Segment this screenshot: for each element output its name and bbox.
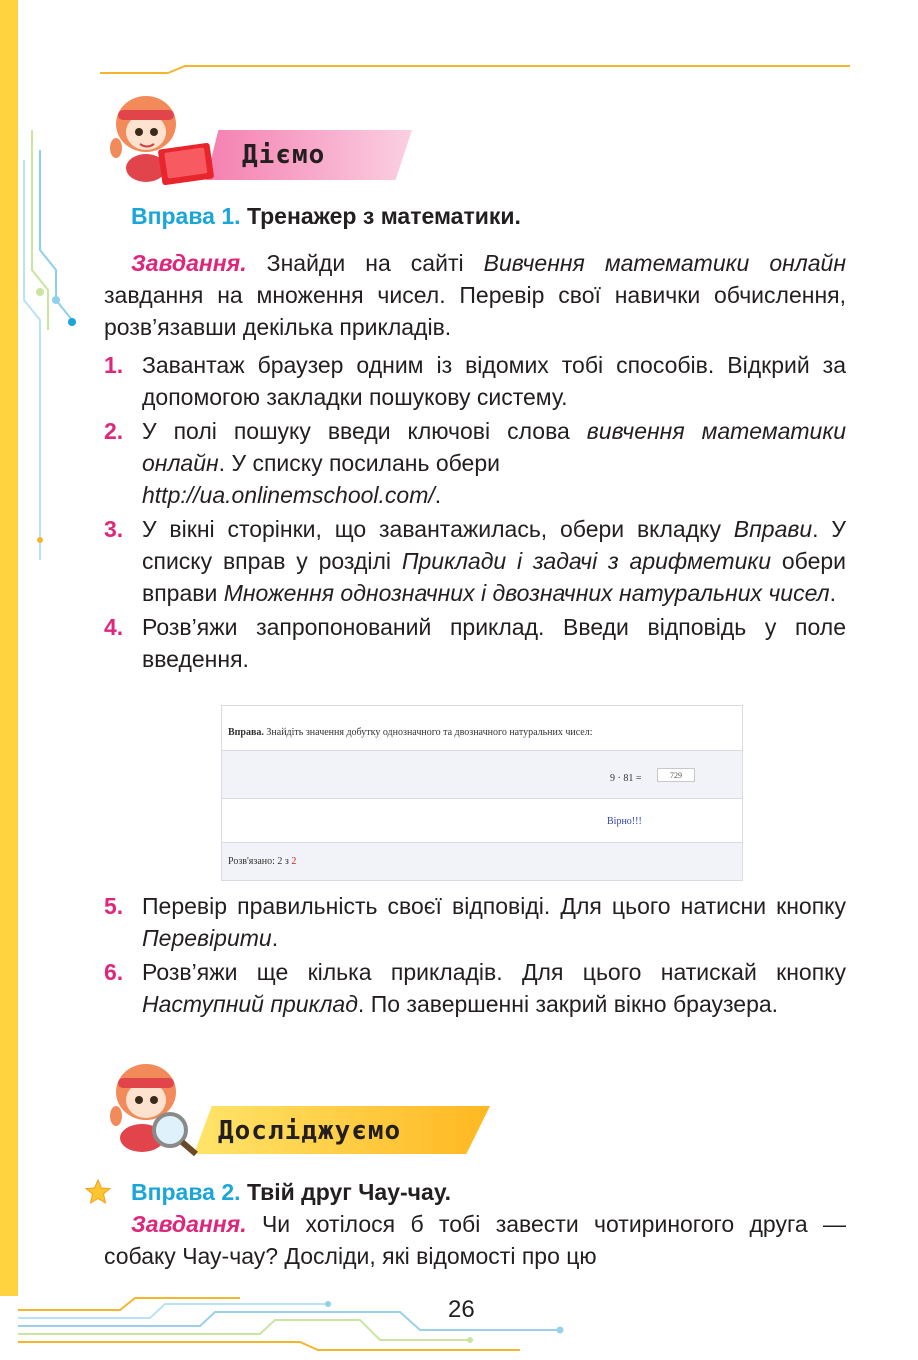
step-text: У полі пошуку введи ключові слова: [142, 418, 587, 444]
step-text: . По завершенні закрий вікно браузера.: [357, 991, 779, 1017]
steps-list-part-1: [104, 349, 846, 677]
task-label: Завдання.: [131, 1211, 247, 1237]
task-text-a: Знайди на сайті: [246, 250, 484, 276]
task-text: Чи хотілося б тобі завести чотириногого друга — собаку Чау-чау? Досліди, які відомості про цю: [104, 1211, 846, 1269]
solved-total: 2: [291, 856, 297, 867]
exercise-2-heading: [131, 1179, 451, 1206]
step-text: Завантаж браузер одним із відомих тобі способів. Відкрий за допомогою закладки пошукову систему.: [142, 352, 846, 410]
check-button-name: Перевірити: [142, 925, 272, 951]
section-banner-act: [102, 88, 422, 188]
step-number: 1.: [104, 352, 124, 378]
screenshot-equation: 9 · 81 =: [610, 773, 642, 784]
section-banner-explore: [102, 1058, 502, 1158]
step-number: 5.: [104, 893, 124, 919]
site-url: http://ua.onlinemschool.com/: [142, 482, 435, 508]
search-keywords: вивчення математики онлайн: [142, 418, 846, 476]
task-text-b: завдання на множення чисел. Перевір свої навички обчислення, розв’язавши декілька прикладів.: [104, 282, 846, 340]
answer-input[interactable]: 729: [657, 768, 695, 782]
solved-label: Розв'язано: 2 з: [228, 856, 292, 867]
star-icon: [84, 1178, 112, 1206]
exercise-2-number: Вправа 2.: [131, 1179, 241, 1205]
screenshot-result-row: [222, 798, 742, 842]
page-number: 26: [448, 1296, 475, 1323]
step-text: Розв’яжи запропонований приклад. Введи відповідь у поле введення.: [142, 614, 846, 672]
step-text: .: [829, 580, 836, 606]
step-number: 3.: [104, 516, 124, 542]
step-text: Перевір правильність своєї відповіді. Для цього натисни кнопку: [142, 893, 846, 919]
list-item: [104, 956, 846, 1020]
screenshot-solved-counter: [228, 856, 296, 867]
section-name: Приклади і задачі з арифметики: [401, 548, 772, 574]
exercise-1-task: [104, 247, 846, 343]
exercise-2-task: [104, 1208, 846, 1272]
step-number: 6.: [104, 959, 124, 985]
step-number: 2.: [104, 418, 124, 444]
exercise-name: Множення однозначних і двозначних натуральних чисел: [223, 580, 830, 606]
step-text: обери вправи: [142, 548, 846, 606]
next-button-name: Наступний приклад: [142, 991, 358, 1017]
screenshot-task-text: [228, 727, 593, 738]
exercise-1-number: Вправа 1.: [131, 203, 241, 229]
list-item: [104, 415, 846, 511]
step-text: Розв’яжи ще кілька прикладів. Для цього натискай кнопку: [142, 959, 846, 985]
girl-with-magnifier-icon: [102, 1058, 212, 1158]
step-text: .: [434, 482, 442, 508]
screenshot-status-row: [222, 842, 742, 880]
step-number: 4.: [104, 614, 124, 640]
task-label: Завдання.: [131, 250, 247, 276]
tab-name: Вправи: [733, 516, 813, 542]
step-text: .: [271, 925, 279, 951]
section-title-act: Дiємо: [242, 140, 326, 170]
exercise-1-heading: [131, 203, 521, 230]
section-title-explore: Досліджуємо: [218, 1116, 402, 1146]
exercise-screenshot: [221, 705, 743, 881]
step-text: У вікні сторінки, що завантажилась, обери вкладку: [142, 516, 734, 542]
exercise-2-title: Твій друг Чау-чау.: [246, 1179, 451, 1205]
exercise-1-title: Тренажер з математики.: [246, 203, 521, 229]
screenshot-task-label: Вправа.: [228, 727, 264, 738]
screenshot-task-body: Знайдіть значення добутку однозначного та двозначного натуральних чисел:: [263, 727, 593, 738]
step-text: . У списку посилань обери: [218, 450, 500, 476]
steps-list-part-2: [104, 890, 846, 1022]
step-text: . У списку вправ у розділі: [142, 516, 846, 574]
list-item: [104, 513, 846, 609]
screenshot-correct-message: Вірно!!!: [607, 816, 642, 827]
girl-with-laptop-icon: [102, 88, 232, 188]
list-item: [104, 611, 846, 675]
list-item: [104, 890, 846, 954]
task-site-name: Вивчення математики онлайн: [483, 250, 846, 276]
list-item: [104, 349, 846, 413]
